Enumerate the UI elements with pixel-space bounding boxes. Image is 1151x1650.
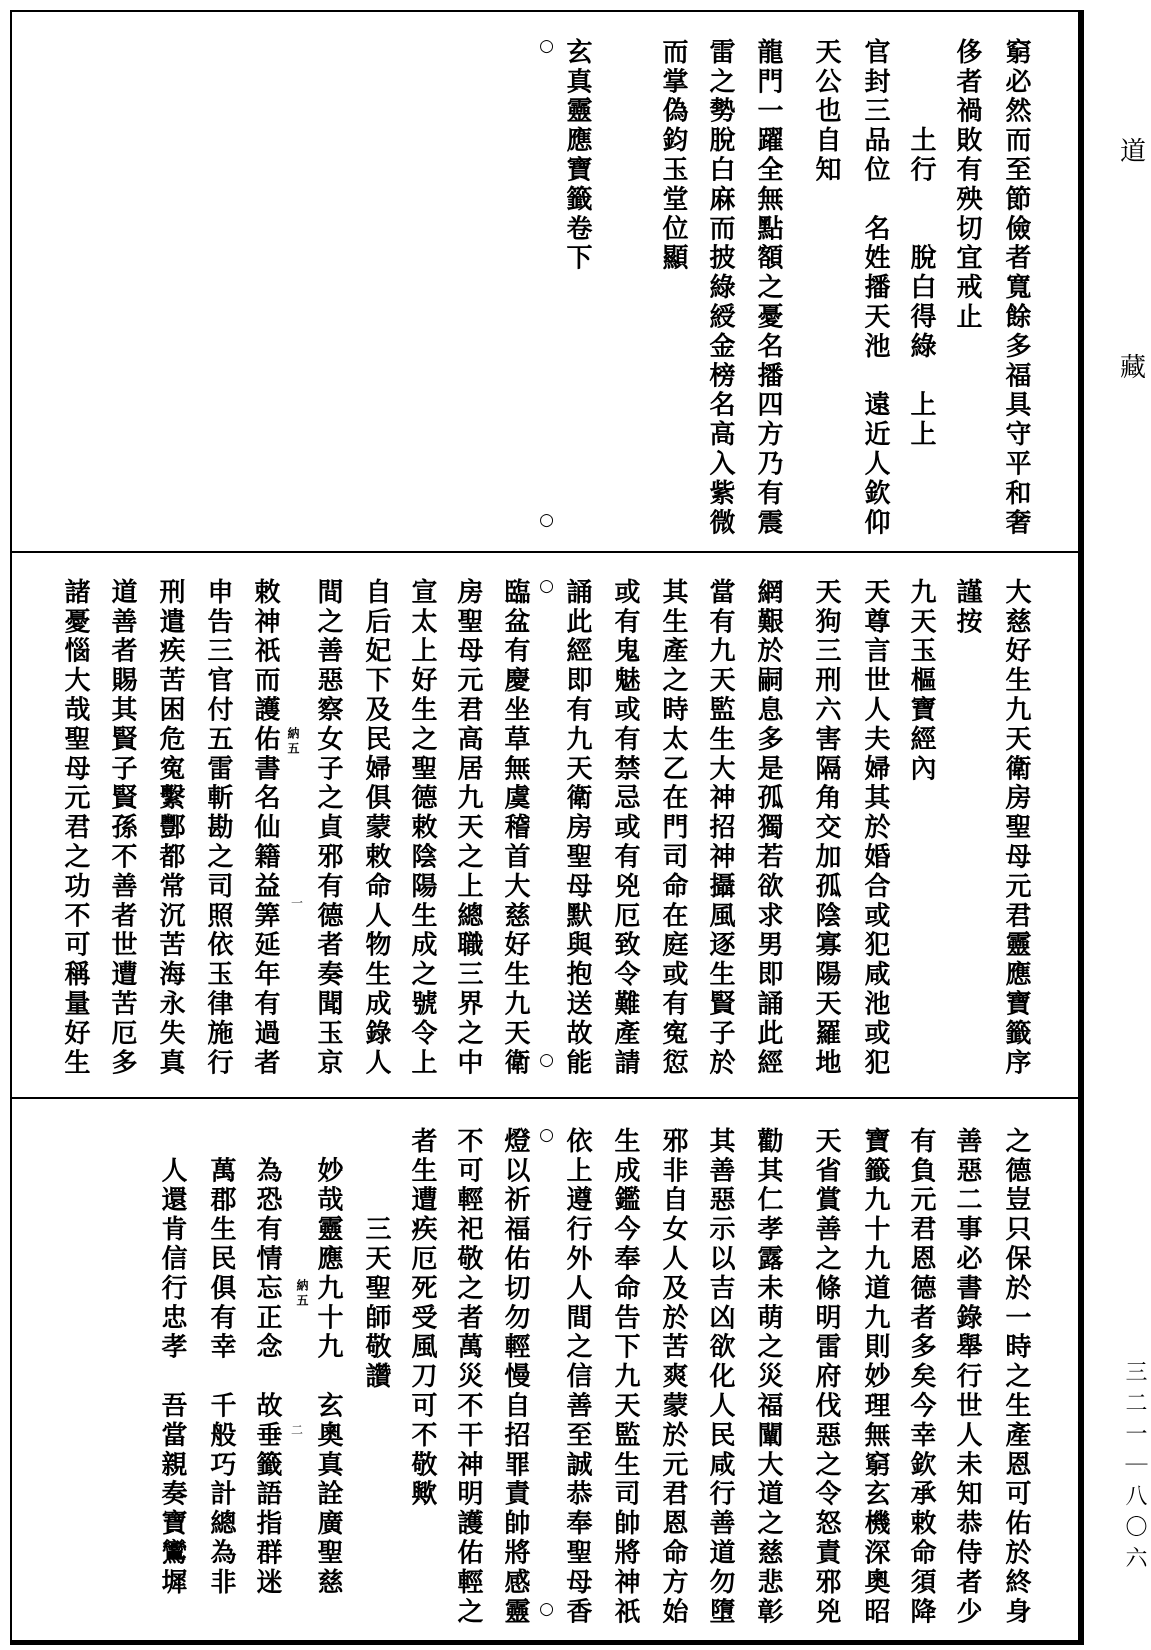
text-column: 自后妃下及民婦俱蒙敕命人物生成錄人	[361, 578, 391, 1078]
panel-1	[0, 0, 1151, 552]
collection-label-zang: 藏	[1120, 353, 1147, 383]
verse-column: 天公也自知	[811, 38, 841, 185]
text-column: 天尊言世人夫婦其於婚合或犯咸池或犯	[860, 578, 890, 1078]
fold-circle-mark: ○	[539, 36, 554, 56]
text-column: 龍門一躍全無點額之憂名播四方乃有震	[753, 38, 783, 538]
text-column: 臨盆有慶坐草無虞稽首大慈好生九天衛	[500, 578, 530, 1078]
text-column: 刑遣疾苦困危寃繫酆都常沉苦海永失真	[155, 578, 185, 1078]
preface-title-column: 大慈好生九天衛房聖母元君靈應寶籤序	[1001, 578, 1031, 1078]
text-column: 當有九天監生大神招神攝風逐生賢子於	[705, 578, 735, 1078]
verse-column: 人還肯信行忠孝 吾當親奏寶鸞墀	[157, 1127, 187, 1598]
text-column: 房聖母元君高居九天之上總職三界之中	[453, 578, 483, 1078]
collection-label-dao: 道	[1120, 137, 1147, 167]
text-column: 誦此經即有九天衛房聖母默與抱送故能	[562, 578, 592, 1078]
page-number: 三二一｜八〇六	[1122, 1360, 1147, 1577]
margin-tick-mark: 一	[291, 896, 304, 910]
verse-column: 妙哉靈應九十九 玄奧真詮廣聖慈	[313, 1127, 343, 1598]
text-column: 窮必然而至節儉者寬餘多福具守平和奢	[1001, 38, 1031, 538]
text-column: 諸憂惱大哉聖母元君之功不可稱量好生	[60, 578, 90, 1078]
text-column: 勸其仁孝露未萌之災福闡大道之慈悲彰	[753, 1127, 783, 1627]
text-column: 雷之勢脫白麻而披綠綬金榜名高入紫微	[705, 38, 735, 538]
text-column: 寶籤九十九道九則妙理無窮玄機深奧昭	[860, 1127, 890, 1627]
text-column: 之德豈只保於一時之生產恩可佑於終身	[1001, 1127, 1031, 1627]
printer-note: 納五	[295, 1279, 309, 1309]
fold-circle-mark: ○	[539, 576, 554, 596]
text-column: 其生產之時太乙在門司命在庭或有寃愆	[658, 578, 688, 1078]
text-column: 依上遵行外人間之信善至誠恭奉聖母香	[562, 1127, 592, 1627]
text-column: 宣太上好生之聖德敕陰陽生成之號令上	[407, 578, 437, 1078]
fold-circle-mark: ○	[539, 1125, 554, 1145]
text-column: 其善惡示以吉凶欲化人民咸行善道勿墮	[705, 1127, 735, 1627]
text-column: 不可輕祀敬之者萬災不干神明護佑輕之	[453, 1127, 483, 1627]
text-column: 間之善惡察女子之貞邪有德者奏聞玉京	[313, 578, 343, 1078]
verse-column: 為恐有情忘正念 故垂籤語指群迷	[252, 1127, 282, 1598]
text-column: 敕神祇而護佑書名仙籍益筭延年有過者	[250, 578, 280, 1078]
text-column: 邪非自女人及於苦爽蒙於元君恩命方始	[658, 1127, 688, 1627]
fold-circle-mark: ○	[539, 510, 554, 530]
panel-3	[0, 1098, 1151, 1645]
printer-note: 納五	[286, 727, 300, 757]
verse-column: 萬郡生民俱有幸 千般巧計總為非	[206, 1127, 236, 1598]
fold-circle-mark: ○	[539, 1599, 554, 1619]
margin-tick-mark: 二	[291, 1423, 304, 1437]
text-column: 而掌偽鈞玉堂位顯	[658, 38, 688, 274]
text-column: 有負元君恩德者多矣今幸欽承敕命須降	[906, 1127, 936, 1627]
text-column: 燈以祈福佑切勿輕慢自招罪責帥將感靈	[500, 1127, 530, 1627]
text-column: 天狗三刑六害隔角交加孤陰寡陽天羅地	[811, 578, 841, 1078]
hymn-title-column: 三天聖師敬讚	[361, 1127, 391, 1392]
verse-column: 官封三品位 名姓播天池 遠近人欽仰	[860, 38, 890, 538]
text-column: 生成鑑今奉命告下九天監生司帥將神祇	[610, 1127, 640, 1627]
text-column: 申告三官付五雷斬勘之司照依玉律施行	[203, 578, 233, 1078]
panel-2	[0, 552, 1151, 1098]
text-column: 九天玉樞寶經內	[906, 578, 936, 784]
text-column: 善惡二事必書錄舉行世人未知恭侍者少	[952, 1127, 982, 1627]
fold-circle-mark: ○	[539, 1050, 554, 1070]
text-column: 者生遭疾厄死受風刀可不敬歟	[407, 1127, 437, 1510]
text-column: 謹按	[952, 578, 982, 637]
volume-end-title: 玄真靈應寶籤卷下	[562, 38, 592, 274]
oracle-heading-column: 土行 脫白得綠 上上	[906, 38, 936, 450]
text-column: 道善者賜其賢子賢孫不善者世遭苦厄多	[107, 578, 137, 1078]
text-column: 網艱於嗣息多是孤獨若欲求男即誦此經	[753, 578, 783, 1078]
text-column: 侈者禍敗有殃切宜戒止	[952, 38, 982, 332]
text-column: 天省賞善之條明雷府伐惡之令怒責邪兇	[811, 1127, 841, 1627]
text-column: 或有鬼魅或有禁忌或有兇厄致令難產請	[610, 578, 640, 1078]
